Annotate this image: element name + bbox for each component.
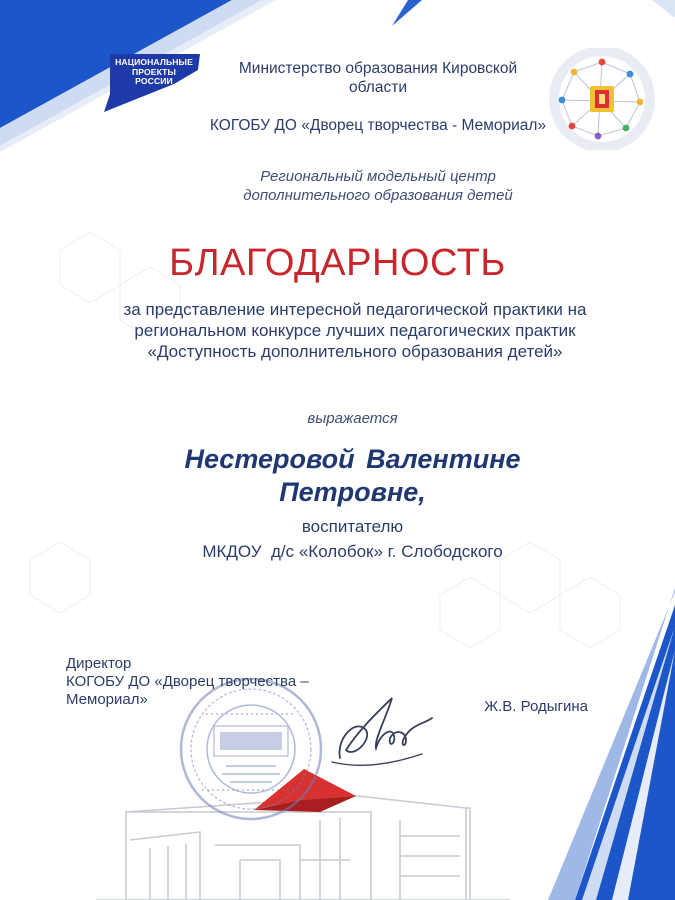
certificate-expresses: выражается [307, 410, 398, 427]
director-title-line: Директор [66, 655, 132, 672]
recipient-name-line: Нестеровой Валентине [184, 444, 521, 474]
organization-name: КОГОБУ ДО «Дворец творчества - Мемориал» [209, 117, 547, 134]
national-projects-logo-line: ПРОЕКТЫ [131, 66, 177, 77]
recipient-institution: МКДОУ д/с «Колобок» г. Слободского [202, 542, 503, 561]
ministry-name: Министерство образования Кировской области [238, 60, 518, 96]
recipient-name-line: Петровне, [279, 477, 426, 507]
national-projects-logo [104, 54, 200, 112]
national-projects-logo-line: НАЦИОНАЛЬНЫЕ [115, 57, 193, 67]
certificate-title: БЛАГОДАРНОСТЬ [169, 242, 506, 284]
regional-center-emblem [548, 48, 656, 150]
director-title-line: КОГОБУ ДО «Дворец творчества – [66, 673, 309, 690]
recipient-position: воспитателю [301, 517, 404, 536]
national-projects-logo-line: РОССИИ [135, 76, 173, 87]
regional-center-name: Региональный модельный центр дополнительного образования детей [243, 168, 513, 204]
certificate-reason: за представление интересной педагогической практики на региональном конкурсе лучших педагогических практик «Доступность дополнительного образования детей» [123, 300, 587, 361]
director-title-line: Мемориал» [66, 691, 148, 708]
recipient-name [60, 443, 645, 509]
handwritten-signature [326, 688, 436, 772]
signer-name: Ж.В. Родыгина [484, 698, 588, 715]
